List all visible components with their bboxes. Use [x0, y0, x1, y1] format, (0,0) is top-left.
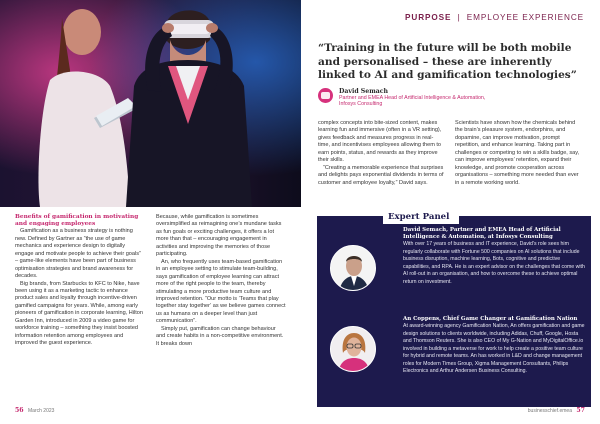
paragraph: Simply put, gamification can change behaviour and create habits in a non-competitive environment. It breaks down: [156, 325, 284, 347]
folio-right: [528, 407, 585, 414]
paragraph: complex concepts into bite-sized content, makes learning fun and immersive (often in a VR setting), gives feedback and measures progress in real-time, and incentivises employees allowing them to earn points, status, and rewards as they improve their skills.: [318, 120, 442, 164]
article-column-right-1: [318, 120, 444, 187]
paragraph: Big brands, from Starbucks to KFC to Nike, have been using it as a marketing tactic to enhance product sales and loyalty through incentive-driven gamified campaigns for years. While, among early pioneers of gamification in corporate learning, Hilton Garden Inn, introduced in 2009 a video game for workforce training – something they insist boosted information retention among employees and improved the guest experience.: [15, 280, 143, 347]
subheading: Benefits of gamification in motivating and engaging employees: [15, 214, 139, 228]
expert-avatar-david: [330, 245, 376, 291]
paragraph: Scientists have shown how the chemicals behind the brain’s pleasure system, endorphins, and dopamine, can improve motivation, prompt repetition, and enhance learning. Taking part in challenges or competing to win a skills badge, say, can improve employees’ retention, expand their knowledge, and promote cooperation across organisations – something more needed than ever in a remote working world.: [455, 120, 580, 186]
folio-left: [15, 407, 54, 414]
issue-date: March 2023: [28, 408, 55, 414]
expert-bio-text: At award-winning agency Gamification Nation, An offers gamification and game design solutions to clients worldwide, including Adidas, Chuff, Google, Hosta and Thomson Reuters. She is also CEO of My G-Nation and MyDigitalOffice.io involved in building a metaverse for work to help create a positive team culture for hybrid and remote teams. An has worked in L&D and change management roles for Modern Times Group, Xigma Management Consultants, Philips Electronics and Arthur Andersen Business Consulting.: [403, 323, 585, 375]
expert-avatar-an: [330, 326, 376, 372]
article-column-left-2: [156, 214, 286, 348]
expert-bio-text: With over 17 years of business and IT experience, David’s role sees him regularly collaborate with Fortune 500 companies on AI solutions that include business disruption, machine learning, Bots, cognitive and predictive capabilities, and RPA. He is an expert advisor on the challenges that come with AI roll-out in an organisation, and how to overcome these to achieve optimal return on investment.: [403, 241, 585, 285]
expert-bio-an: [403, 316, 585, 376]
article-column-right-2: [455, 120, 583, 187]
paragraph: “Creating a memorable experience that surprises and delights pays exponential dividends in terms of customer and employee loyalty,” David says.: [318, 164, 444, 186]
article-column-left-1: [15, 214, 145, 348]
section-header: [405, 13, 584, 22]
expert-heading: David Semach, Partner and EMEA Head of Artificial Intelligence & Automation, at Infosys Consulting: [403, 227, 561, 241]
quote-author-name: David Semach: [339, 88, 389, 95]
expert-panel: [317, 212, 591, 407]
speaker-icon: [318, 88, 333, 103]
section-label: PURPOSE: [405, 13, 452, 22]
pull-quote: “Training in the future will be both mobile and personalised – these are inherently linked to AI and gamification technologies”: [318, 42, 577, 82]
paragraph: Gamification as a business strategy is nothing new. Defined by Gartner as “the use of game mechanics and experience design to digitally engage and motivate people to achieve their goals” – game-like elements have been part of business optimisation strategies and brand awareness for decades.: [15, 228, 141, 280]
panel-title: Expert Panel: [388, 212, 450, 222]
publication-url: businesschief.emea: [527, 408, 572, 414]
quote-attribution: [318, 88, 588, 110]
section-separator: |: [457, 13, 461, 22]
quote-author-role: Partner and EMEA Head of Artificial Intelligence & Automation, Infosys Consulting: [339, 95, 486, 108]
expert-bio-david: [403, 227, 585, 286]
page-number-right: 57: [576, 407, 585, 414]
subsection-label: EMPLOYEE EXPERIENCE: [466, 13, 584, 22]
paragraph: Because, while gamification is sometimes oversimplified as reimagining one’s mundane tasks as fun goals or exciting challenges, it offers a lot more than that – encouraging engagement in activities and improving the memories of those participating.: [156, 214, 282, 258]
page-number-left: 56: [15, 407, 24, 414]
hero-photo: [0, 0, 301, 207]
paragraph: An, who frequently uses team-based gamification in an employee setting to stimulate team-building, says gamification of employee learning can attract more of the right people to the team, thereby stimulating a more productive team culture and improved retention. “Our motto is ‘Teams that play together stay together’ as we believe games connect us as humans on a deeper level than just communication”.: [156, 258, 286, 325]
expert-heading: An Coppens, Chief Game Changer at Gamification Nation: [403, 316, 578, 322]
